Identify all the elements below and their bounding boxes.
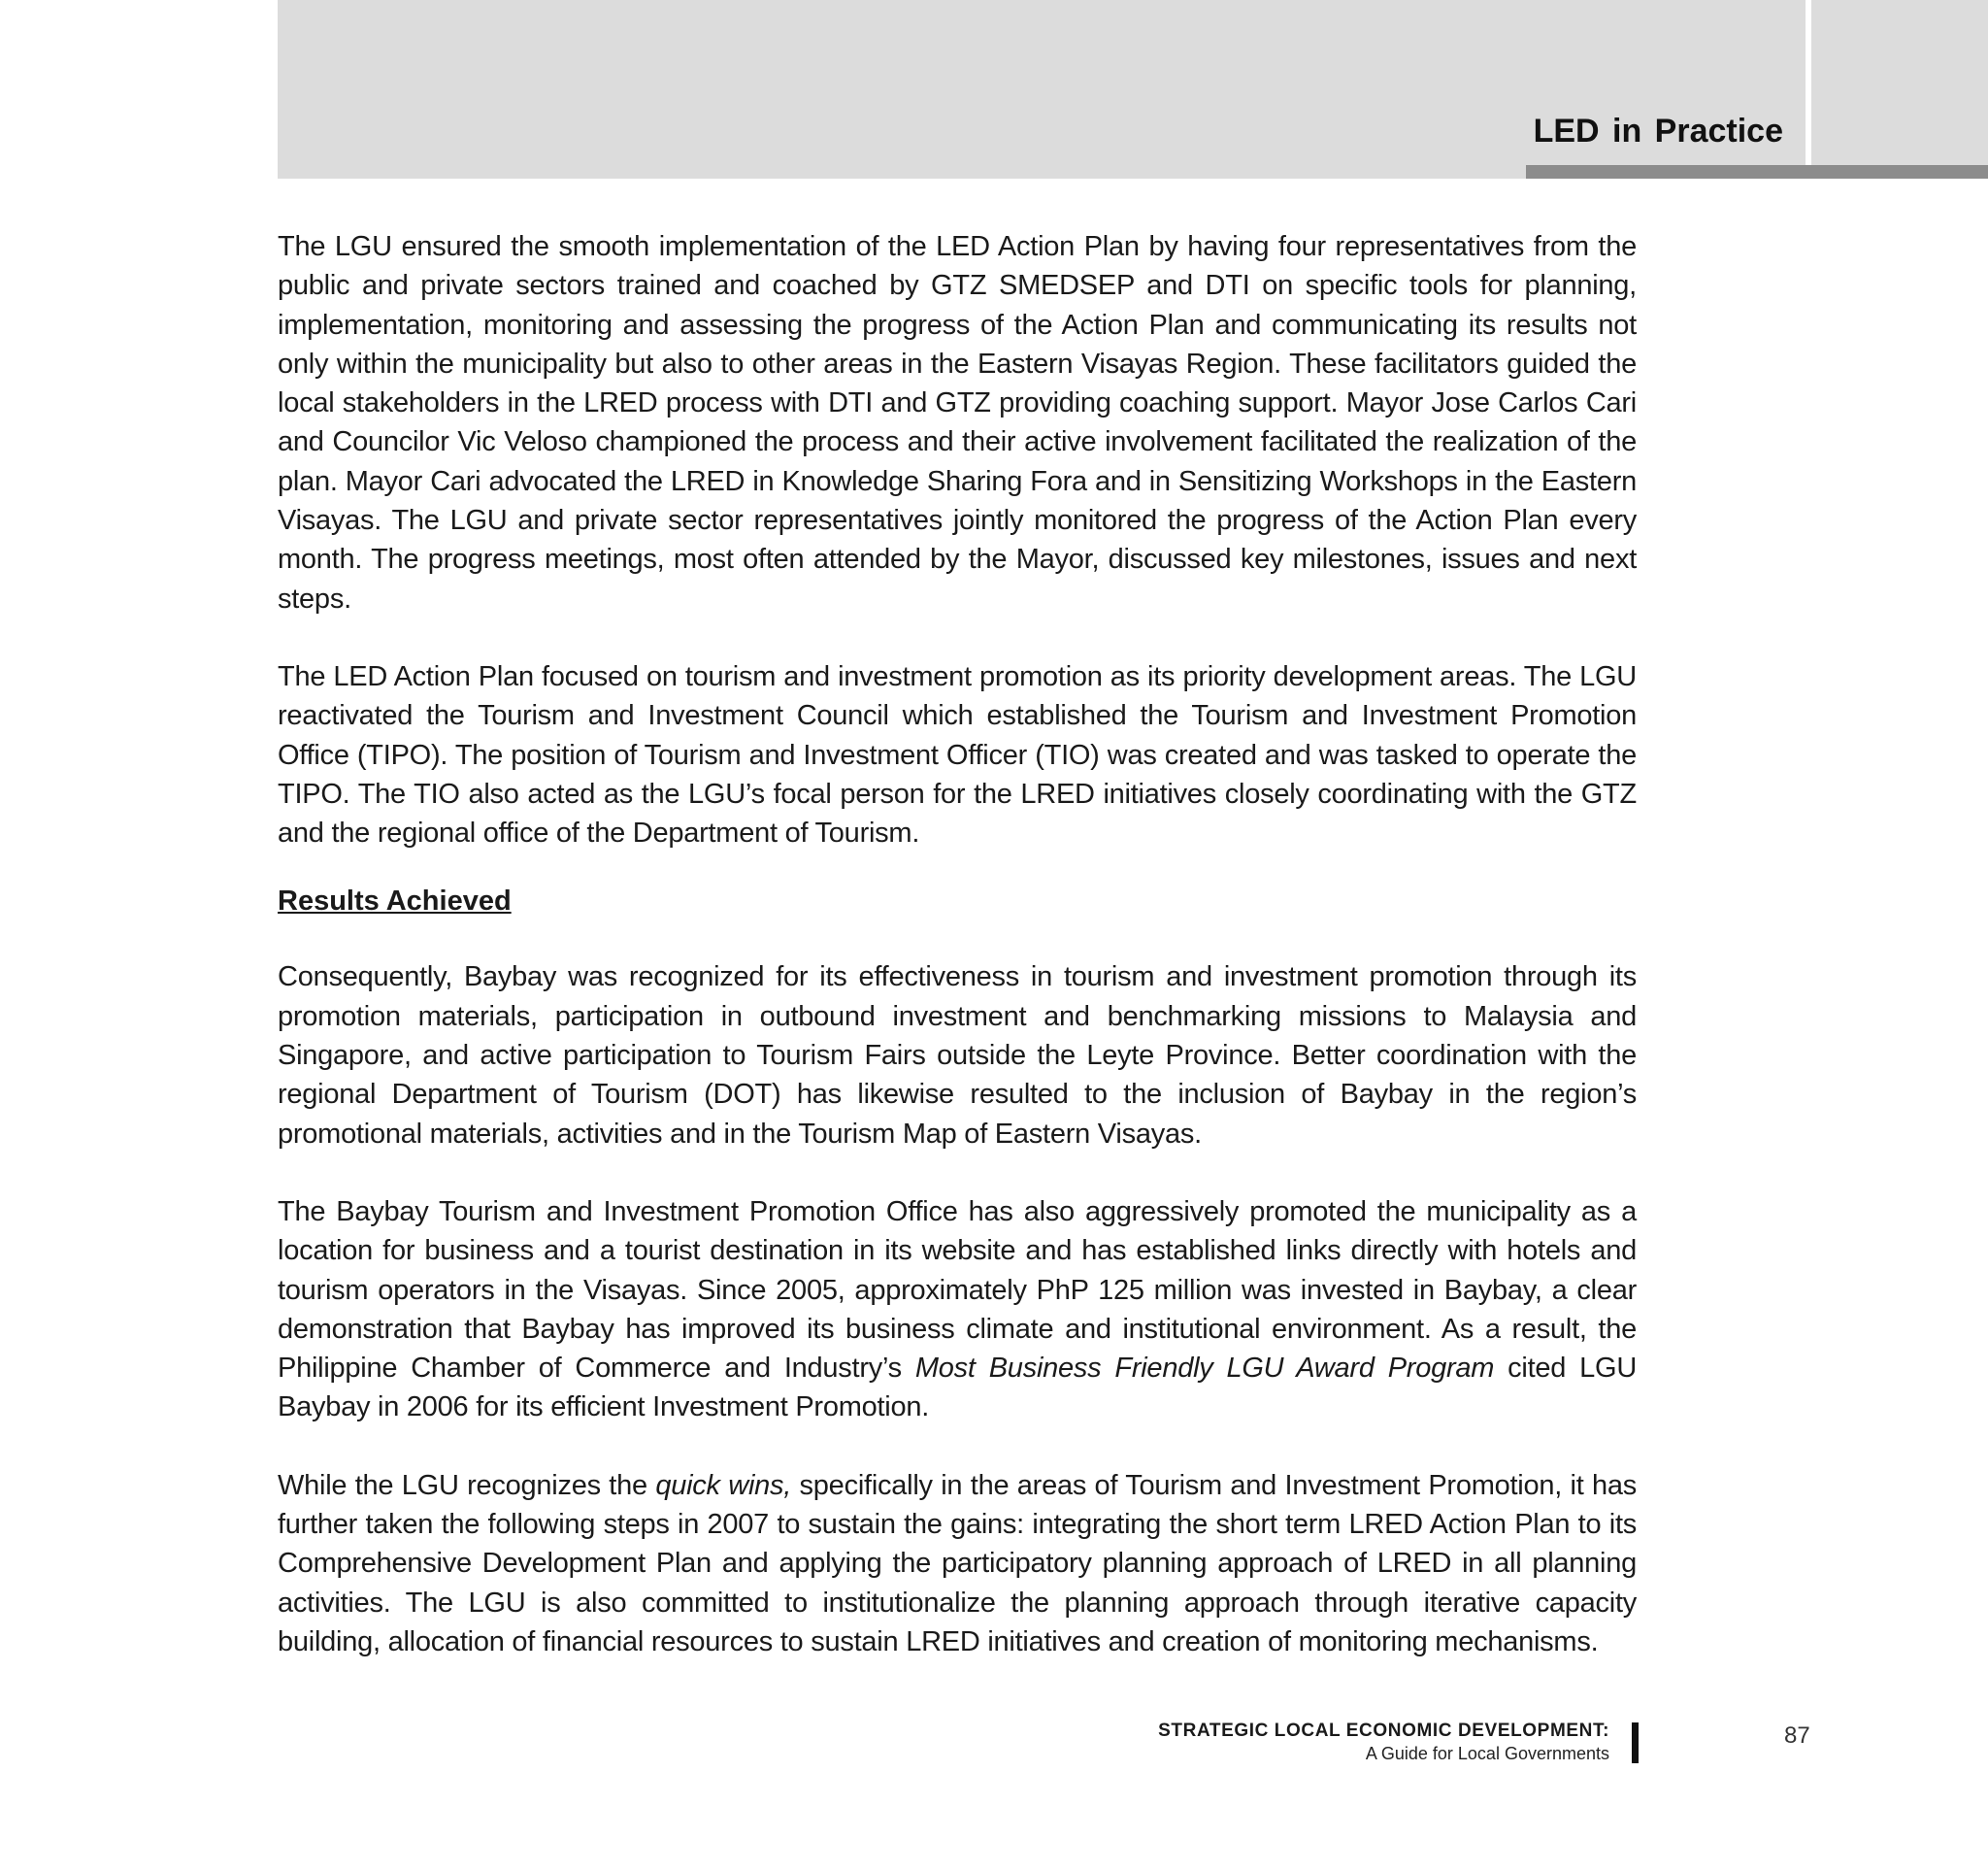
paragraph-promotion-office-text-a: The Baybay Tourism and Investment Promotion Office has also aggressively promoted the municipality as a location for business and a tourist destination in its website and has established links directly with hotels and tourism operators in the Visayas. Since 2005, approximately PhP 125 million was invested in Baybay, a clear demonstration that Baybay has improved its business climate and institutional environment. As a result, the Philippine Chamber of Commerce and Industry’s	[278, 1195, 1637, 1385]
page-content	[278, 227, 1637, 1700]
paragraph-sustaining-gains-text-a: While the LGU recognizes the	[278, 1469, 656, 1501]
paragraph-sustaining-gains-text-b: specifically in the areas of Tourism and Investment Promotion, it has further taken the following steps in 2007 to sustain the gains: integrating the short term LRED Action Plan to its Comprehensive Development Plan and applying the participatory planning approach of LRED in all planning activities. The LGU is also committed to institutionalize the planning approach through iterative capacity building, allocation of financial resources to sustain LRED initiatives and creation of monitoring mechanisms.	[278, 1469, 1637, 1657]
paragraph-implementation: The LGU ensured the smooth implementation of the LED Action Plan by having four representatives from the public and private sectors trained and coached by GTZ SMEDSEP and DTI on specific tools for planning, implementation, monitoring and assessing the progress of the Action Plan and communicating its results not only within the municipality but also to other areas in the Eastern Visayas Region. These facilitators guided the local stakeholders in the LRED process with DTI and GTZ providing coaching support. Mayor Jose Carlos Cari and Councilor Vic Veloso championed the process and their active involvement facilitated the realization of the plan. Mayor Cari advocated the LRED in Knowledge Sharing Fora and in Sensitizing Workshops in the Eastern Visayas. The LGU and private sector representatives jointly monitored the progress of the Action Plan every month. The progress meetings, most often attended by the Mayor, discussed key milestones, issues and next steps.	[278, 231, 1637, 615]
footer-publication-subtitle: A Guide for Local Governments	[1365, 1744, 1609, 1763]
paragraph-recognition: Consequently, Baybay was recognized for its effectiveness in tourism and investment promotion through its promotion materials, participation in outbound investment and benchmarking missions to Malaysia and Singapore, and active participation to Tourism Fairs outside the Leyte Province. Better coordination with the regional Department of Tourism (DOT) has likewise resulted to the inclusion of Baybay in the region’s promotional materials, activities and in the Tourism Map of Eastern Visayas.	[278, 961, 1637, 1150]
footer-publication-title: STRATEGIC LOCAL ECONOMIC DEVELOPMENT:	[1158, 1721, 1609, 1741]
paragraph-promotion-office-text-b: cited LGU Baybay in 2006 for its efficient Investment Promotion.	[278, 1353, 1638, 1423]
page-number: 87	[1784, 1722, 1810, 1749]
header-underline	[1526, 165, 1988, 179]
paragraph-sustaining-gains	[278, 1466, 1637, 1661]
header-band	[278, 0, 1807, 179]
paragraph-action-plan-focus: The LED Action Plan focused on tourism and investment promotion as its priority development areas. The LGU reactivated the Tourism and Investment Council which established the Tourism and Investment Promotion Office (TIPO). The position of Tourism and Investment Officer (TIO) was created and was tasked to operate the TIPO. The TIO also acted as the LGU’s focal person for the LRED initiatives closely coordinating with the GTZ and the regional office of the Department of Tourism.	[278, 660, 1637, 850]
paragraph-promotion-office	[278, 1192, 1637, 1427]
section-title: LED in Practice	[1533, 113, 1783, 150]
quick-wins-phrase: quick wins,	[655, 1469, 792, 1501]
header-band-right	[1811, 0, 1988, 165]
results-achieved-heading: Results Achieved	[278, 886, 512, 918]
award-program-name: Most Business Friendly LGU Award Program	[914, 1353, 1495, 1385]
footer-divider-bar	[1632, 1722, 1639, 1763]
